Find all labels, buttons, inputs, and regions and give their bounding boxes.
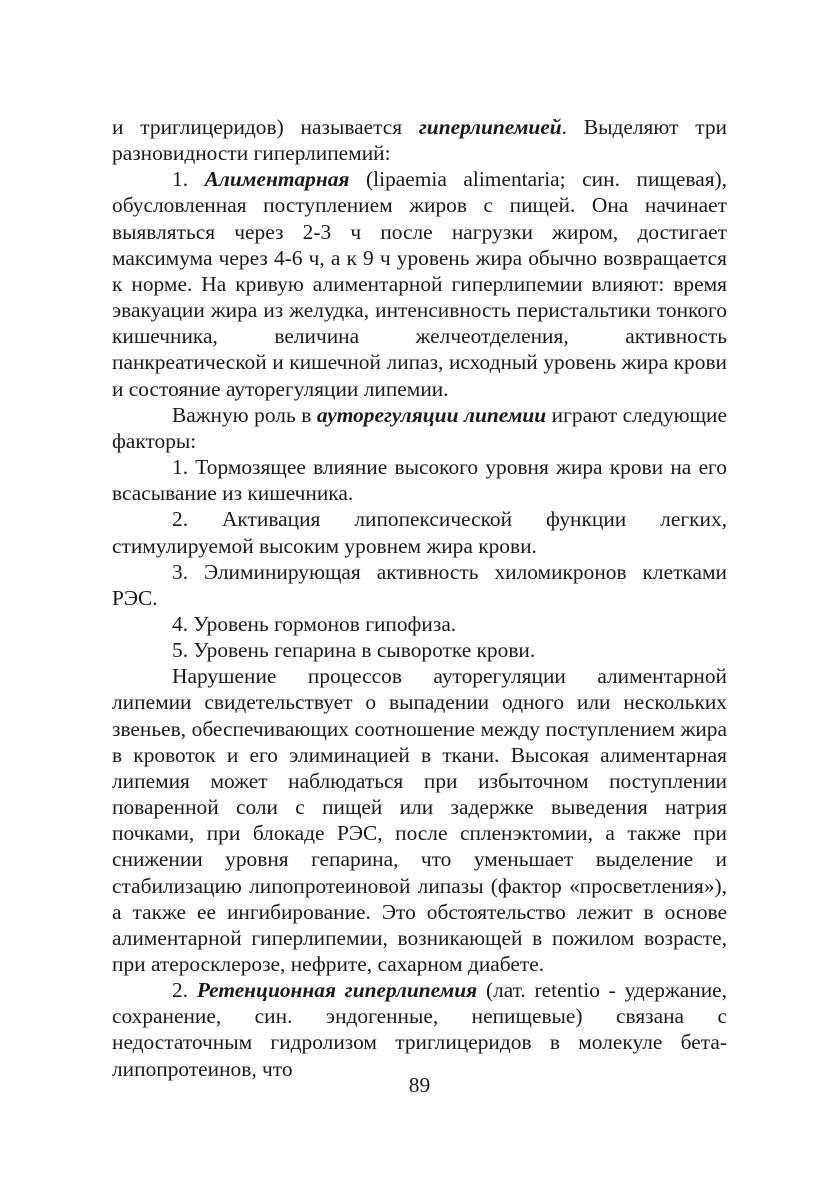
body-text	[112, 114, 727, 1082]
paragraph-retention: 2. Ретенционная гиперлипемия (лат. retentio - удержание, сохранение, син. эндогенные, непищевые) связана с недостаточным гидролизом триглицеридов в молекуле бета-липопротеинов, что	[112, 978, 728, 1081]
paragraph-disruption: Нарушение процессов ауторегуляции алиментарной липемии свидетельствует о выпадении одного или нескольких звеньев, обеспечивающих соотношение между поступлением жира в кровоток и его элиминацией в ткани. Высокая алиментарная липемия может наблюдаться при избыточном поступлении поваренной соли с пищей или задержке выведения натрия почками, при блокаде РЭС, после спленэктомии, а также при снижении уровня гепарина, что уменьшает выделение и стабилизацию липопротеиновой липазы (фактор «просветления»), а также ее ингибирование. Это обстоятельство лежит в основе алиментарной гиперлипемии, возникающей в пожилом возрасте, при атеросклерозе, нефрите, сахарном диабете.	[112, 664, 727, 976]
list-item-factor-1: 1. Тормозящее влияние высокого уровня жира крови на его всасывание из кишечника.	[112, 455, 727, 506]
paragraph-alimentary: 1. Алиментарная (lipaemia alimentaria; син. пищевая), обусловленная поступлением жиров с пищей. Она начинает выявляться через 2-3 ч после нагрузки жиром, достигает максимума через 4-6 ч, а к 9 ч уровень жира обычно возвращается к норме. На кривую алиментарной гиперлипемии влияют: время эвакуации жира из желудка, интенсивность перистальтики тонкого кишечника, величина желчеотделения, активность панкреатической и кишечной липаз, исходный уровень жира крови и состояние ауторегуляции липемии.	[112, 167, 728, 401]
paragraph-autoregulation: Важную роль в ауторегуляции липемии играют следующие факторы:	[112, 402, 727, 453]
list-item-factor-3: 3. Элиминирующая активность хиломикронов клетками РЭС.	[112, 559, 727, 610]
list-item-factor-2: 2. Активация липопексической функции легких, стимулируемой высоким уровнем жира крови.	[112, 507, 727, 558]
page-number: 89	[408, 1073, 431, 1097]
term-retention: Ретенционная гиперлипемия	[196, 978, 478, 1003]
term-hyperlipemia: гиперлипемией	[418, 115, 562, 139]
term-alimentary: Алиментарная	[204, 167, 350, 192]
term-autoregulation: ауторегуляции липемии	[316, 402, 547, 427]
list-item-factor-4: 4. Уровень гормонов гипофиза.	[172, 611, 457, 636]
list-item-factor-5: 5. Уровень гепарина в сыворотке крови.	[172, 638, 536, 663]
paragraph-intro: и триглицеридов) называется гиперлипемией. Выделяют три разновидности гиперлипемий:	[112, 115, 727, 166]
